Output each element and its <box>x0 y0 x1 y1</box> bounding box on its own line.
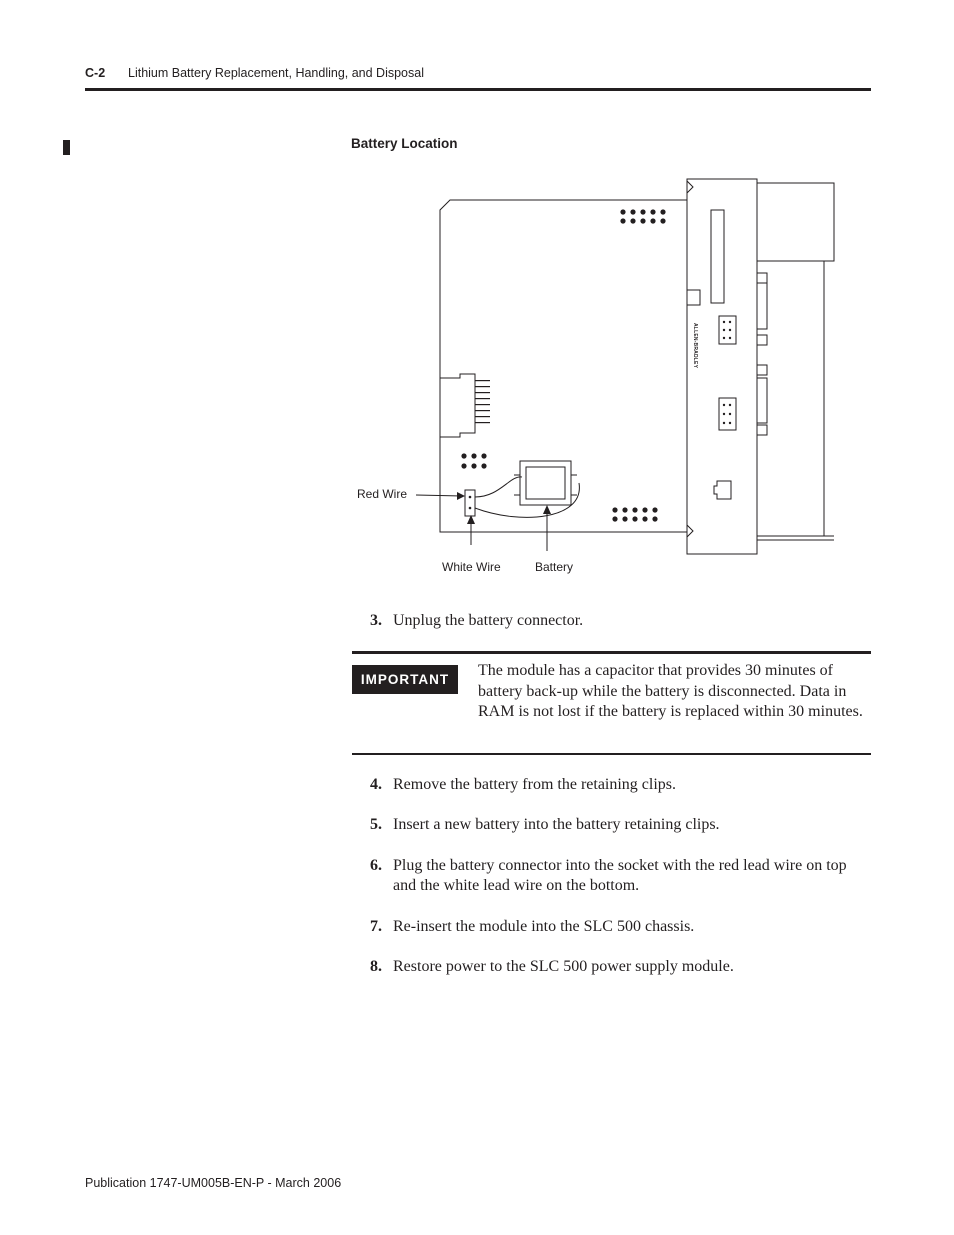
bottom-latch <box>687 525 693 537</box>
publication-footer: Publication 1747-UM005B-EN-P - March 2006 <box>85 1176 342 1190</box>
step-text: Restore power to the SLC 500 power supply module. <box>393 958 734 975</box>
step-number: 4. <box>370 776 382 793</box>
step-text: Unplug the battery connector. <box>393 612 584 629</box>
callout-battery: Battery <box>535 560 574 574</box>
housing-top-block <box>757 183 834 261</box>
step-text: Re-insert the module into the SLC 500 chassis. <box>393 918 695 935</box>
revision-change-bar <box>63 140 70 155</box>
white-lead-wire <box>475 483 579 517</box>
battery-location-diagram <box>350 175 850 585</box>
important-badge: IMPORTANT <box>352 665 458 694</box>
header-rule <box>85 88 871 91</box>
step-text: Insert a new battery into the battery retaining clips. <box>393 816 720 833</box>
important-note-text: The module has a capacitor that provides 30 minutes of battery back-up while the battery is disconnected. Data in RAM is not lost if the battery is replaced within 30 minutes. <box>478 662 863 720</box>
page-number: C-2 <box>85 66 106 80</box>
important-bottom-rule <box>352 753 871 755</box>
circuit-board-outline <box>440 200 687 532</box>
brand-logo-text: ALLEN-BRADLEY <box>692 323 698 369</box>
edge-connector <box>440 374 475 437</box>
important-top-rule <box>352 651 871 654</box>
step-number: 5. <box>370 816 382 833</box>
figure-title: Battery Location <box>351 136 458 151</box>
step-text: Plug the battery connector into the socket with the red lead wire on top and the white lead wire on the bottom. <box>393 857 847 894</box>
callout-red-wire: Red Wire <box>357 487 408 501</box>
step-number: 8. <box>370 958 382 975</box>
step-number: 3. <box>370 612 382 629</box>
callout-white-wire: White Wire <box>442 560 501 574</box>
module-drawing <box>350 175 850 585</box>
top-latch <box>687 181 693 193</box>
step-number: 6. <box>370 857 382 874</box>
red-lead-wire <box>475 477 522 497</box>
step-number: 7. <box>370 918 382 935</box>
running-header-title: Lithium Battery Replacement, Handling, and Disposal <box>128 66 424 80</box>
step-text: Remove the battery from the retaining clips. <box>393 776 677 793</box>
